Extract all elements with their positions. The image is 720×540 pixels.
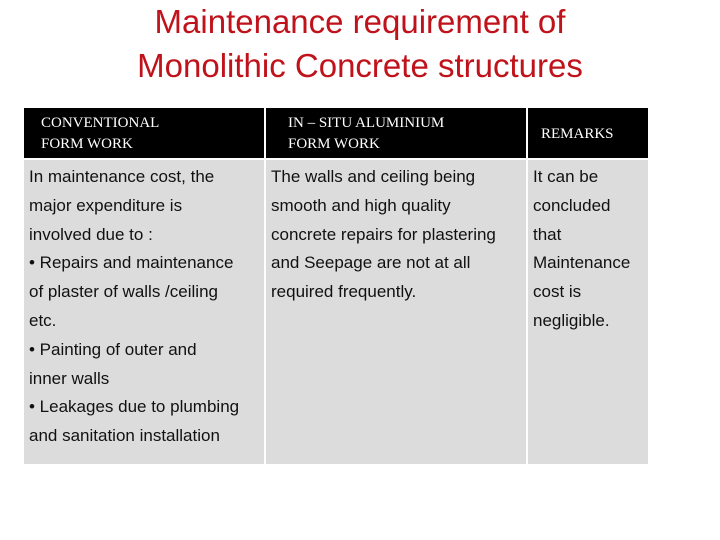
cell-line: required frequently.: [271, 282, 417, 302]
cell-line: • Repairs and maintenance: [29, 253, 234, 273]
cell-aluminium: [266, 160, 526, 464]
cell-line: concluded: [533, 195, 611, 215]
cell-remarks: [528, 160, 648, 464]
header-text: REMARKS: [541, 126, 614, 142]
cell-line: involved due to :: [29, 224, 153, 244]
cell-line: etc.: [29, 310, 57, 330]
cell-line: • Leakages due to plumbing: [29, 397, 240, 417]
comparison-table: [24, 108, 648, 464]
cell-conventional: [24, 160, 264, 464]
cell-line: and sanitation installation: [29, 426, 220, 446]
cell-line: major expenditure is: [29, 195, 183, 215]
header-conventional-form-work: [24, 108, 264, 158]
header-text: FORM WORK: [288, 136, 380, 152]
cell-line: Maintenance: [533, 253, 631, 273]
header-aluminium-form-work: [266, 108, 526, 158]
header-text: FORM WORK: [41, 136, 133, 152]
header-text: CONVENTIONAL: [41, 115, 160, 131]
cell-line: that: [533, 224, 562, 244]
cell-line: In maintenance cost, the: [29, 167, 215, 186]
cell-line: concrete repairs for plastering: [271, 224, 496, 244]
slide-title-line-1: Maintenance requirement of: [154, 3, 566, 40]
header-text: IN – SITU ALUMINIUM: [288, 115, 445, 131]
cell-line: It can be: [533, 167, 599, 186]
cell-line: and Seepage are not at all: [271, 253, 471, 273]
cell-line: of plaster of walls /ceiling: [29, 282, 218, 302]
cell-line: negligible.: [533, 310, 610, 330]
cell-line: smooth and high quality: [271, 195, 451, 215]
cell-line: The walls and ceiling being: [271, 167, 476, 186]
cell-line: cost is: [533, 282, 582, 302]
cell-line: • Painting of outer and: [29, 339, 197, 359]
slide-title-line-2: Monolithic Concrete structures: [137, 47, 583, 84]
header-remarks: [528, 108, 648, 158]
cell-line: inner walls: [29, 368, 110, 388]
slide-title: [0, 0, 720, 88]
